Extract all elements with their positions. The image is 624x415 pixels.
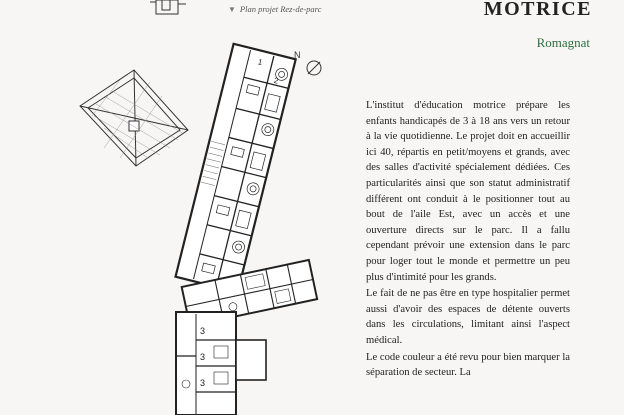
north-label: N — [294, 50, 301, 60]
paragraph: L'institut d'éducation motrice prépare les enfants handicapés de 3 à 18 ans vers un retour à la vie quotidienne. Le projet doit en accueillir ici 40, répartis en petit/moyens et grands, avec des salles d'activité spécialement dédiées. Ces particularités ainsi que son statut administratif différent ont conduit à le positionner tout au bout de l'aile Est, avec un accès et une ouverture directs sur le parc. Il a fallu cependant prévoir une extension dans le parc pour loger tout le monde et permettre un peu plus d'intimité pour les grands. — [366, 100, 570, 283]
north-arrow-icon — [294, 50, 321, 75]
plan-fragment-top — [150, 0, 186, 14]
room-number: 3 — [200, 326, 206, 336]
figure-caption — [228, 4, 321, 14]
lower-wing — [176, 312, 266, 415]
article-body — [366, 98, 570, 382]
page-subtitle: Romagnat — [536, 35, 590, 50]
room-number: 1 — [256, 57, 264, 68]
paragraph: Le fait de ne pas être en type hospitalier permet aussi d'avoir des espaces de détente ouverts dans les circulations, limitant ainsi l'aspect médical. — [366, 288, 570, 346]
caption-marker-icon: ▼ — [228, 5, 236, 14]
paragraph: Le code couleur a été revu pour bien marquer la séparation de secteur. La — [366, 351, 570, 379]
room-number: 3 — [200, 352, 206, 362]
room-number: 3 — [200, 378, 206, 388]
main-wing — [176, 44, 296, 292]
pyramid-roof — [80, 70, 188, 166]
caption-text: Plan projet Rez-de-parc — [239, 4, 322, 14]
room-number: 2 — [272, 75, 280, 86]
page-title: MOTRICE — [483, 0, 592, 20]
